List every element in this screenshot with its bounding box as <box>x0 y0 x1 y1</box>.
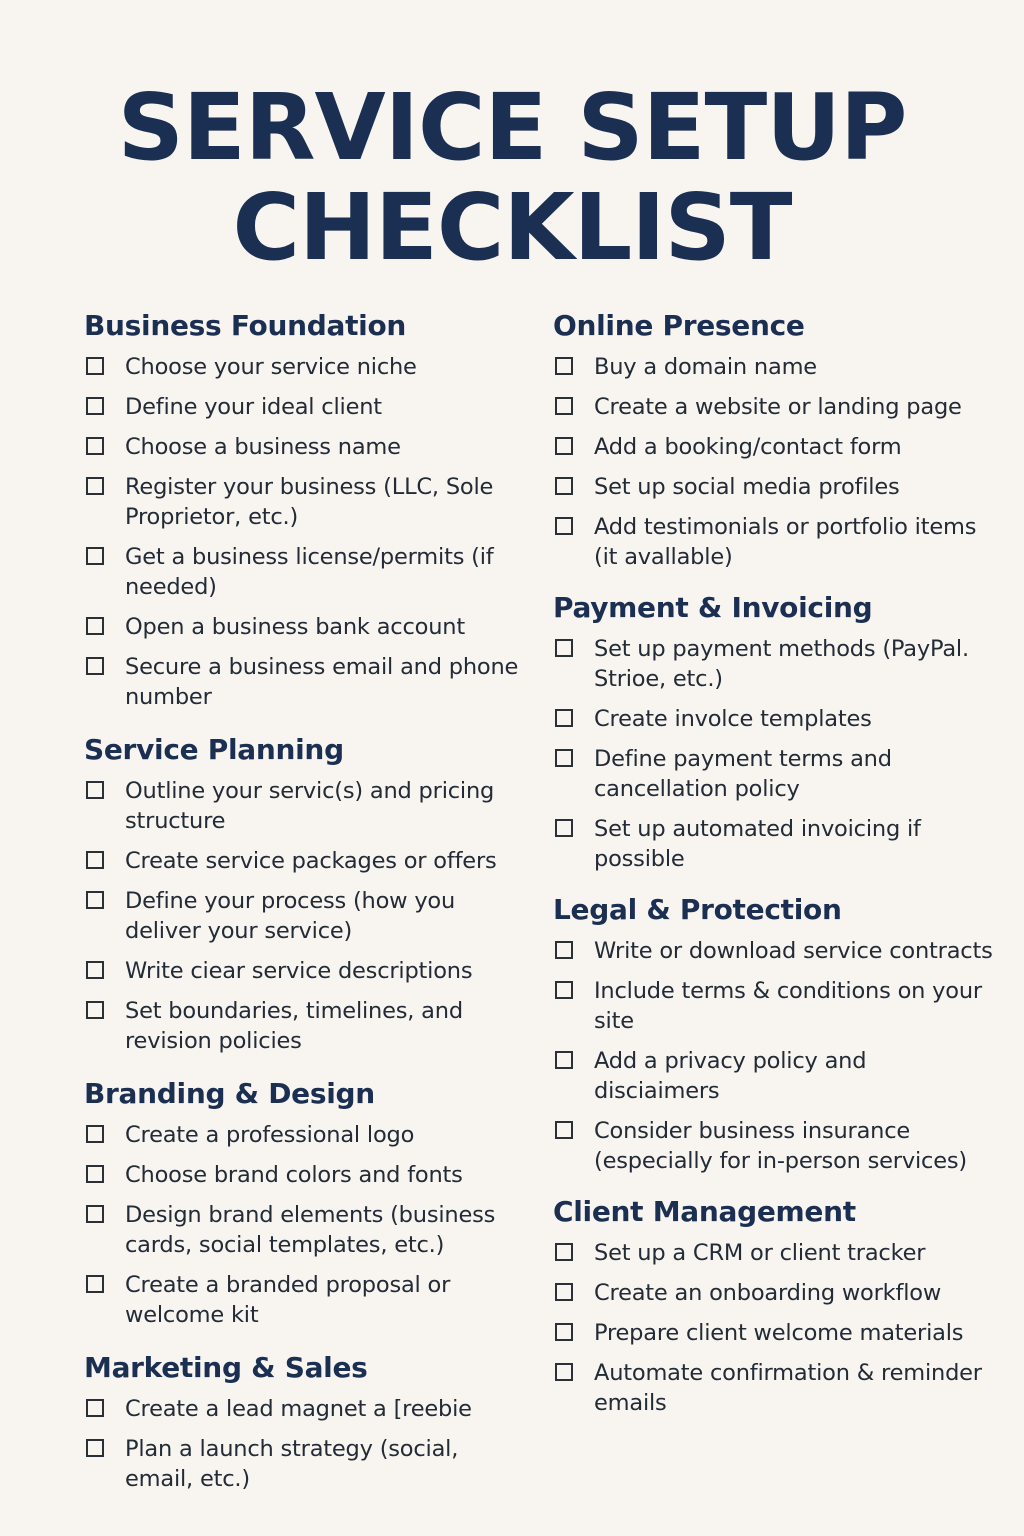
checklist-item-label: Register your business (LLC, Sole Proprietor, etc.) <box>125 474 494 530</box>
checklist-item <box>553 432 993 462</box>
checklist-item-label: Buy a domain name <box>594 354 817 380</box>
checklist-item <box>553 936 993 966</box>
checkbox[interactable] <box>86 547 104 565</box>
checklist-item-label: Set up a CRM or client tracker <box>594 1240 926 1266</box>
section-heading: Service Planning <box>84 733 344 766</box>
checklist <box>84 1120 524 1330</box>
checklist-item <box>84 886 524 946</box>
checklist-item <box>553 512 993 572</box>
checkbox[interactable] <box>86 1001 104 1019</box>
checklist-item-label: Get a business license/permits (if needed) <box>125 544 494 600</box>
checklist-item-label: Consider business insurance (especially for in-person services) <box>594 1118 967 1174</box>
checklist <box>553 352 993 572</box>
checkbox[interactable] <box>555 397 573 415</box>
checklist-item-label: Write or download service contracts <box>594 938 993 964</box>
checklist-item-label: Design brand elements (business cards, social templates, etc.) <box>125 1202 496 1258</box>
section-heading: Payment & Invoicing <box>553 591 873 624</box>
checkbox[interactable] <box>555 1323 573 1341</box>
checkbox[interactable] <box>555 709 573 727</box>
checklist-item <box>553 634 993 694</box>
checklist-item-label: Create a branded proposal or welcome kit <box>125 1272 451 1328</box>
checkbox[interactable] <box>86 397 104 415</box>
checklist-item <box>553 1278 993 1308</box>
checklist-item <box>84 1200 524 1260</box>
checkbox[interactable] <box>86 437 104 455</box>
checklist <box>553 634 993 874</box>
checklist-item-label: Set boundaries, timelines, and revision policies <box>125 998 463 1054</box>
checklist <box>553 1238 993 1418</box>
checkbox[interactable] <box>86 1275 104 1293</box>
checklist <box>553 936 993 1176</box>
checklist-item <box>84 1394 524 1424</box>
checkbox[interactable] <box>86 891 104 909</box>
checklist-item <box>553 704 993 734</box>
checklist-item-label: Add a booking/contact form <box>594 434 902 460</box>
left-column <box>84 306 524 1512</box>
checkbox[interactable] <box>86 1165 104 1183</box>
checkbox[interactable] <box>86 1399 104 1417</box>
checkbox[interactable] <box>86 617 104 635</box>
checklist-item <box>84 846 524 876</box>
checklist-item-label: Add a privacy policy and disciaimers <box>594 1048 867 1104</box>
checklist-item <box>84 1434 524 1494</box>
checklist-item-label: Define your ideal client <box>125 394 382 420</box>
checkbox[interactable] <box>86 781 104 799</box>
checklist <box>84 776 524 1056</box>
section-heading: Legal & Protection <box>553 893 842 926</box>
checklist-item-label: Add testimonials or portfolio items (it avallable) <box>594 514 977 570</box>
section-branding-and-design <box>84 1074 524 1330</box>
checkbox[interactable] <box>555 1363 573 1381</box>
checklist-item <box>553 1358 993 1418</box>
checklist-item <box>553 1238 993 1268</box>
section-heading: Marketing & Sales <box>84 1351 368 1384</box>
checkbox[interactable] <box>86 1125 104 1143</box>
checkbox[interactable] <box>555 819 573 837</box>
section-heading: Online Presence <box>553 309 805 342</box>
checkbox[interactable] <box>86 477 104 495</box>
checklist-item-label: Include terms & conditions on your site <box>594 978 982 1034</box>
checklist-item <box>553 1318 993 1348</box>
page-title <box>0 74 1024 281</box>
checklist-item-label: Create involce templates <box>594 706 872 732</box>
section-heading: Business Foundation <box>84 309 407 342</box>
checkbox[interactable] <box>555 357 573 375</box>
checkbox[interactable] <box>555 1283 573 1301</box>
page-title-line-2: CHECKLIST <box>232 174 792 281</box>
checkbox[interactable] <box>555 749 573 767</box>
checklist-item-label: Create a lead magnet a [reebie <box>125 1396 472 1422</box>
checkbox[interactable] <box>86 1439 104 1457</box>
checklist-item-label: Plan a launch strategy (social, email, etc.) <box>125 1436 459 1492</box>
checklist-item <box>84 652 524 712</box>
right-column <box>553 306 993 1434</box>
checklist-item <box>553 976 993 1036</box>
section-heading: Client Management <box>553 1195 856 1228</box>
checklist-item-label: Create a professional logo <box>125 1122 415 1148</box>
checkbox[interactable] <box>86 357 104 375</box>
checkbox[interactable] <box>555 1051 573 1069</box>
section-business-foundation <box>84 306 524 712</box>
checkbox[interactable] <box>555 437 573 455</box>
checklist-item-label: Outline your servic(s) and pricing structure <box>125 778 495 834</box>
checklist-item-label: Write ciear service descriptions <box>125 958 473 984</box>
checklist-item <box>84 472 524 532</box>
checkbox[interactable] <box>86 851 104 869</box>
checklist-item <box>84 432 524 462</box>
checklist-item-label: Define your process (how you deliver your service) <box>125 888 456 944</box>
checklist-item <box>553 392 993 422</box>
checkbox[interactable] <box>555 517 573 535</box>
checklist-item-label: Choose brand colors and fonts <box>125 1162 463 1188</box>
checkbox[interactable] <box>86 657 104 675</box>
checklist-item-label: Create service packages or offers <box>125 848 497 874</box>
checklist-item <box>553 1046 993 1106</box>
checklist-item-label: Automate confirmation & reminder emails <box>594 1360 982 1416</box>
section-legal-and-protection <box>553 890 993 1176</box>
checkbox[interactable] <box>555 941 573 959</box>
checkbox[interactable] <box>86 961 104 979</box>
page-title-line-1: SERVICE SETUP <box>117 74 907 181</box>
checklist-item <box>84 1160 524 1190</box>
checkbox[interactable] <box>555 1243 573 1261</box>
checklist-item <box>84 352 524 382</box>
checklist-item <box>553 814 993 874</box>
checklist-item <box>84 392 524 422</box>
checkbox[interactable] <box>555 639 573 657</box>
checklist-item <box>84 612 524 642</box>
checklist-item-label: Set up payment methods (PayPal. Strioe, etc.) <box>594 636 969 692</box>
checklist-item <box>553 1116 993 1176</box>
checklist-item <box>84 542 524 602</box>
section-service-planning <box>84 730 524 1056</box>
checklist-item-label: Choose your service niche <box>125 354 417 380</box>
checklist-item-label: Prepare client welcome materials <box>594 1320 964 1346</box>
checklist-item-label: Choose a business name <box>125 434 401 460</box>
checklist-item-label: Set up automated invoicing if possible <box>594 816 921 872</box>
checklist-item-label: Define payment terms and cancellation policy <box>594 746 892 802</box>
checklist-item <box>84 996 524 1056</box>
checklist-item <box>84 956 524 986</box>
checkbox[interactable] <box>555 477 573 495</box>
checkbox[interactable] <box>555 981 573 999</box>
checklist-item <box>84 1270 524 1330</box>
section-heading: Branding & Design <box>84 1077 375 1110</box>
checklist-item-label: Open a business bank account <box>125 614 465 640</box>
section-client-management <box>553 1192 993 1418</box>
checklist-item <box>84 1120 524 1150</box>
checklist-item <box>553 744 993 804</box>
checkbox[interactable] <box>555 1121 573 1139</box>
checklist-item-label: Create a website or landing page <box>594 394 962 420</box>
checkbox[interactable] <box>86 1205 104 1223</box>
checklist-item <box>84 776 524 836</box>
checklist-item <box>553 472 993 502</box>
checklist <box>84 1394 524 1494</box>
section-payment-and-invoicing <box>553 588 993 874</box>
checklist-item-label: Secure a business email and phone number <box>125 654 519 710</box>
section-online-presence <box>553 306 993 572</box>
checklist <box>84 352 524 712</box>
checklist-item-label: Set up social media profiles <box>594 474 900 500</box>
checklist-item <box>553 352 993 382</box>
section-marketing-and-sales <box>84 1348 524 1494</box>
checklist-item-label: Create an onboarding workflow <box>594 1280 942 1306</box>
